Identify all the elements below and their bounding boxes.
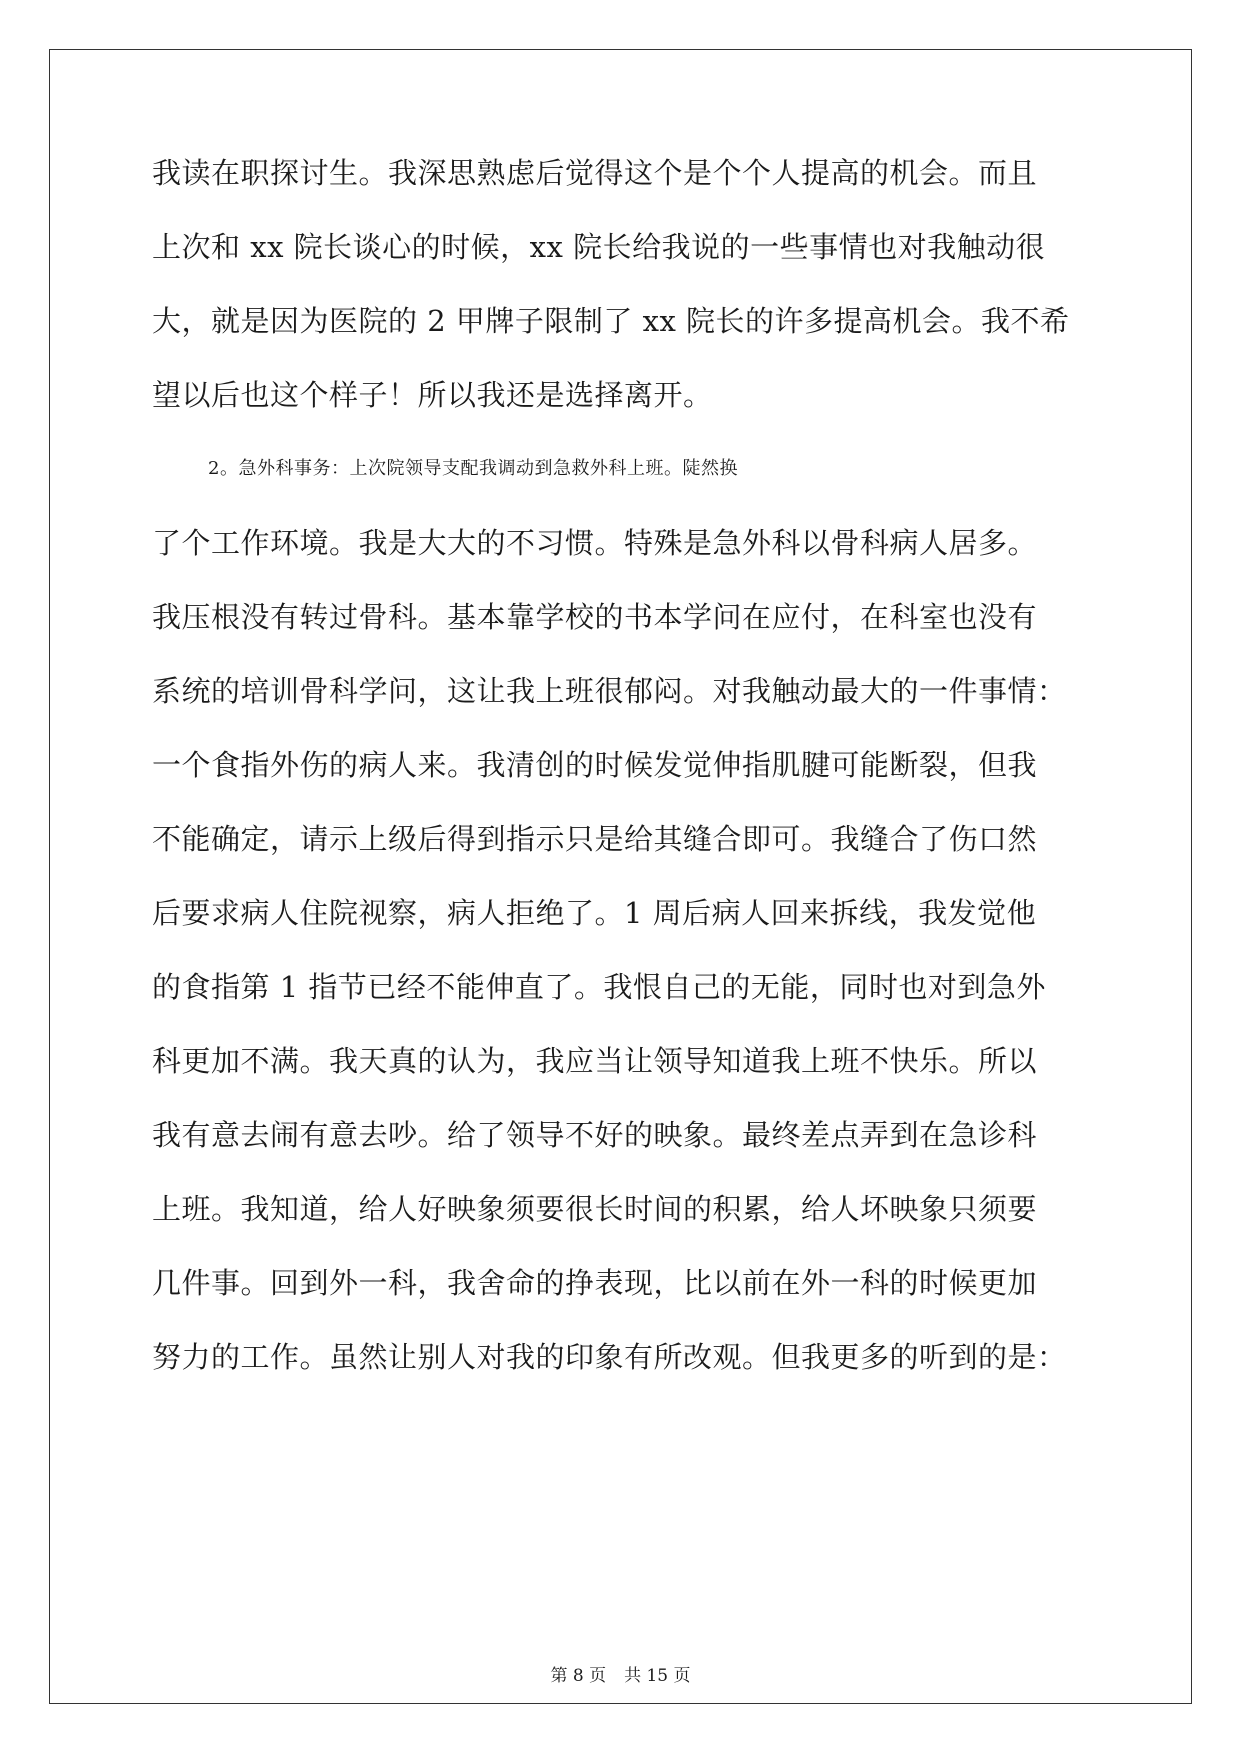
paragraph-line: 后要求病人住院视察，病人拒绝了。1 周后病人回来拆线，我发觉他 xyxy=(152,896,1037,930)
paragraph-line: 几件事。回到外一科，我舍命的挣表现，比以前在外一科的时候更加 xyxy=(152,1266,1038,1300)
paragraph-line: 望以后也这个样子！所以我还是选择离开。 xyxy=(152,378,713,412)
page-footer xyxy=(0,1664,1241,1688)
paragraph-line: 2。急外科事务：上次院领导支配我调动到急救外科上班。陡然换 xyxy=(208,458,738,479)
page-number: 第 8 页 xyxy=(550,1666,607,1686)
paragraph-line: 上次和 xx 院长谈心的时候，xx 院长给我说的一些事情也对我触动很 xyxy=(152,230,1046,264)
paragraph-line: 的食指第 1 指节已经不能伸直了。我恨自己的无能，同时也对到急外 xyxy=(152,970,1046,1004)
paragraph-line: 我有意去闹有意去吵。给了领导不好的映象。最终差点弄到在急诊科 xyxy=(152,1118,1038,1152)
page-total: 共 15 页 xyxy=(624,1666,691,1686)
page-border xyxy=(49,49,1192,1704)
paragraph-line: 不能确定，请示上级后得到指示只是给其缝合即可。我缝合了伤口然 xyxy=(152,822,1038,856)
paragraph-line: 我压根没有转过骨科。基本靠学校的书本学问在应付，在科室也没有 xyxy=(152,600,1038,634)
paragraph-line: 大，就是因为医院的 2 甲牌子限制了 xx 院长的许多提高机会。我不希 xyxy=(152,304,1070,338)
paragraph-line: 了个工作环境。我是大大的不习惯。特殊是急外科以骨科病人居多。 xyxy=(152,526,1038,560)
paragraph-line: 一个食指外伤的病人来。我清创的时候发觉伸指肌腱可能断裂，但我 xyxy=(152,748,1038,782)
paragraph-line: 努力的工作。虽然让别人对我的印象有所改观。但我更多的听到的是： xyxy=(152,1340,1067,1374)
paragraph-line: 科更加不满。我天真的认为，我应当让领导知道我上班不快乐。所以 xyxy=(152,1044,1038,1078)
paragraph-line: 上班。我知道，给人好映象须要很长时间的积累，给人坏映象只须要 xyxy=(152,1192,1038,1226)
paragraph-line: 我读在职探讨生。我深思熟虑后觉得这个是个个人提高的机会。而且 xyxy=(152,156,1038,190)
paragraph-line: 系统的培训骨科学问，这让我上班很郁闷。对我触动最大的一件事情： xyxy=(152,674,1067,708)
